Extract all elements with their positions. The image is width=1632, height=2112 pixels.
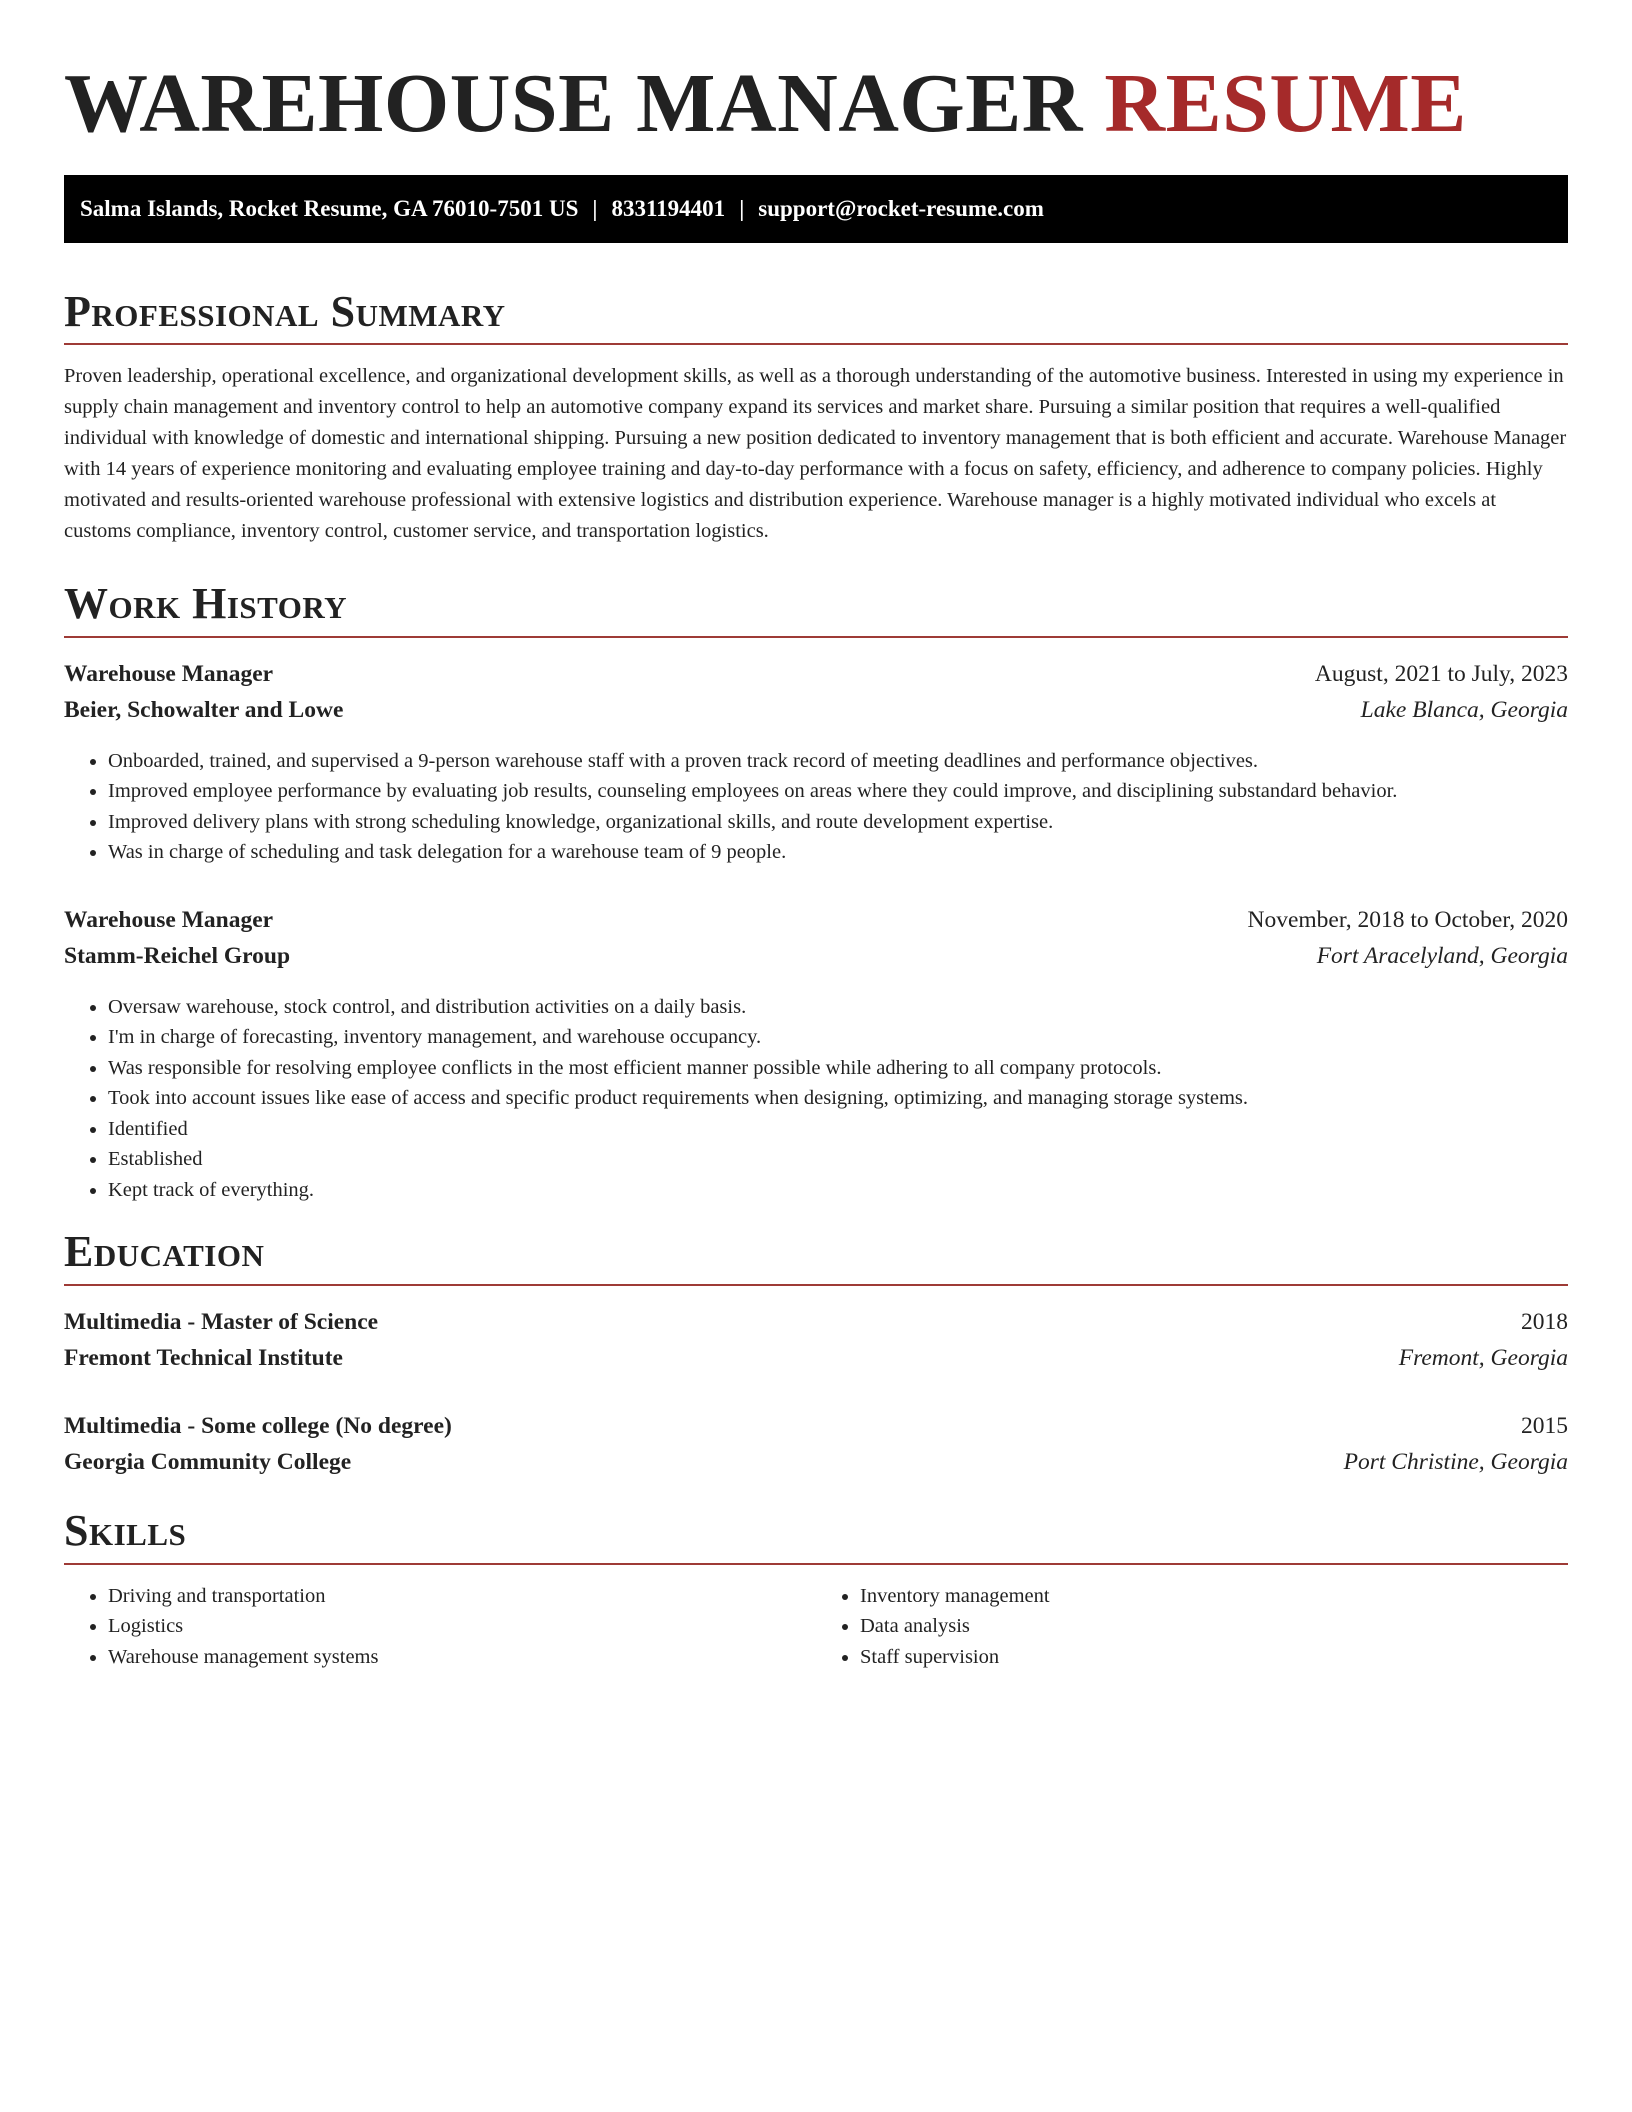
job-bullet: • Established: [108, 1144, 1568, 1175]
education-entry: [64, 1408, 1568, 1480]
skill-item: • Warehouse management systems: [108, 1642, 816, 1673]
job-location: Lake Blanca, Georgia: [1360, 696, 1568, 723]
job-bullet: • Onboarded, trained, and supervised a 9-person warehouse staff with a proven track record of meeting deadlines and performance objectives.: [108, 746, 1568, 777]
job-bullets: [64, 992, 1568, 1206]
skill-item: • Inventory management: [860, 1581, 1568, 1612]
education-year: 2015: [1521, 1413, 1568, 1440]
job-company-row: [64, 692, 1568, 728]
job-bullet: • Took into account issues like ease of access and specific product requirements when designing, optimizing, and managing storage systems.: [108, 1083, 1568, 1114]
job-title: Warehouse Manager: [64, 906, 274, 933]
education-entry: [64, 1304, 1568, 1376]
job-title-row: [64, 902, 1568, 938]
job-company-row: [64, 938, 1568, 974]
contact-separator: |: [592, 195, 598, 221]
title-accent: RESUME: [1104, 57, 1467, 150]
education-degree: Multimedia - Some college (No degree): [64, 1413, 452, 1440]
work-history-section: [64, 579, 1568, 1205]
skill-item: • Data analysis: [860, 1611, 1568, 1642]
skill-item: • Logistics: [108, 1611, 816, 1642]
skill-item: • Driving and transportation: [108, 1581, 816, 1612]
job-company: Stamm-Reichel Group: [64, 942, 291, 969]
job-bullet: • Oversaw warehouse, stock control, and distribution activities on a daily basis.: [108, 992, 1568, 1023]
education-location: Port Christine, Georgia: [1343, 1449, 1568, 1476]
contact-bar: [64, 175, 1568, 243]
skills-column-left: [64, 1581, 816, 1673]
education-school: Georgia Community College: [64, 1449, 352, 1476]
job-dates: November, 2018 to October, 2020: [1247, 906, 1568, 933]
contact-phone: 8331194401: [611, 195, 726, 221]
job-bullet: • Was in charge of scheduling and task delegation for a warehouse team of 9 people.: [108, 837, 1568, 868]
job-bullets: [64, 746, 1568, 868]
job-bullet: • Identified: [108, 1114, 1568, 1145]
education-school-row: [64, 1444, 1568, 1480]
job-bullet: • Improved employee performance by evaluating job results, counseling employees on areas where they could improve, and disciplining substandard behavior.: [108, 776, 1568, 807]
summary-text: Proven leadership, operational excellence, and organizational development skills, as well as a thorough understanding of the automotive business. Interested in using my experience in supply chain management and inventory control to help an automotive company expand its services and market share. Pursuing a similar position that requires a well-qualified individual with knowledge of domestic and international shipping. Pursuing a new position dedicated to inventory management that is both efficient and accurate. Warehouse Manager with 14 years of experience monitoring and evaluating employee training and day-to-day performance with a focus on safety, efficiency, and adherence to company policies. Highly motivated and results-oriented warehouse professional with extensive logistics and distribution experience. Warehouse manager is a highly motivated individual who excels at customs compliance, inventory control, customer service, and transportation logistics.: [64, 365, 1567, 543]
skills-heading: Skills: [64, 1506, 1568, 1565]
education-heading: Education: [64, 1227, 1568, 1286]
job-title-row: [64, 656, 1568, 692]
education-degree: Multimedia - Master of Science: [64, 1309, 379, 1336]
job-bullet: • Was responsible for resolving employee conflicts in the most efficient manner possible while adhering to all company protocols.: [108, 1053, 1568, 1084]
resume-title: [64, 54, 1568, 155]
skills-grid: [64, 1581, 1568, 1673]
contact-address: Salma Islands, Rocket Resume, GA 76010-7501 US: [80, 195, 579, 221]
summary-heading: Professional Summary: [64, 287, 1568, 346]
job-title: Warehouse Manager: [64, 660, 274, 687]
job-location: Fort Aracelyland, Georgia: [1316, 942, 1568, 969]
summary-section: [64, 287, 1568, 548]
title-main: WAREHOUSE MANAGER: [64, 57, 1083, 150]
education-school-row: [64, 1340, 1568, 1376]
education-year: 2018: [1521, 1309, 1568, 1336]
job-bullet: • Improved delivery plans with strong scheduling knowledge, organizational skills, and route development expertise.: [108, 807, 1568, 838]
skills-section: [64, 1506, 1568, 1672]
job-entry: [64, 656, 1568, 868]
job-company: Beier, Schowalter and Lowe: [64, 696, 344, 723]
job-dates: August, 2021 to July, 2023: [1314, 660, 1568, 687]
job-entry: [64, 902, 1568, 1206]
skills-column-right: [816, 1581, 1568, 1673]
education-location: Fremont, Georgia: [1398, 1345, 1568, 1372]
education-section: [64, 1227, 1568, 1480]
contact-email: support@rocket-resume.com: [758, 195, 1044, 221]
job-bullet: • I'm in charge of forecasting, inventory management, and warehouse occupancy.: [108, 1022, 1568, 1053]
job-bullet: • Kept track of everything.: [108, 1175, 1568, 1206]
education-degree-row: [64, 1304, 1568, 1340]
work-history-heading: Work History: [64, 579, 1568, 638]
education-degree-row: [64, 1408, 1568, 1444]
contact-separator: |: [739, 195, 745, 221]
education-school: Fremont Technical Institute: [64, 1345, 343, 1372]
skill-item: • Staff supervision: [860, 1642, 1568, 1673]
